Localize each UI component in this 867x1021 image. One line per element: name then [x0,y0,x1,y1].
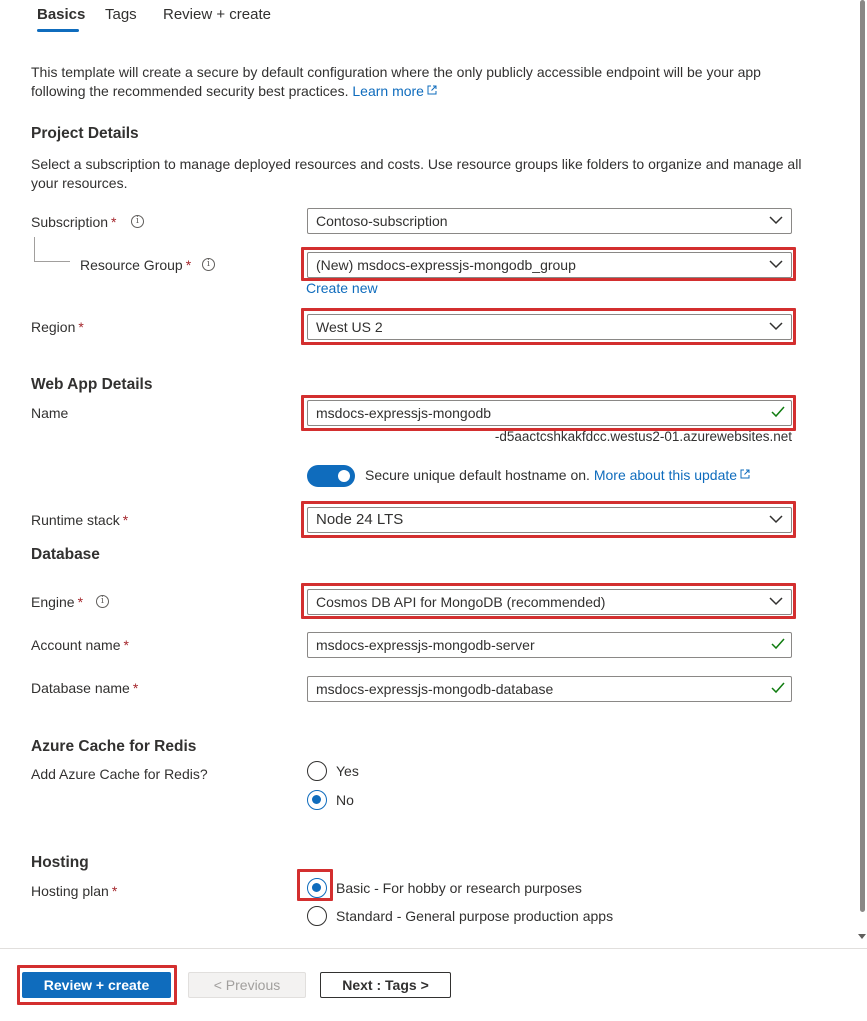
secure-hostname-text: Secure unique default hostname on. More about this update [365,467,750,483]
chevron-down-icon [769,215,783,225]
hosting-heading: Hosting [31,854,89,871]
tree-connector [34,237,70,262]
subscription-label: Subscription * [31,214,117,230]
project-details-heading: Project Details [31,125,139,142]
external-link-icon [427,85,437,95]
vertical-scrollbar[interactable] [857,0,867,948]
app-name-input[interactable]: msdocs-expressjs-mongodb [307,400,792,426]
review-create-button[interactable]: Review + create [22,972,171,998]
subscription-dropdown[interactable]: Contoso-subscription [307,208,792,234]
web-app-details-heading: Web App Details [31,376,153,393]
active-tab-indicator [37,29,79,32]
hosting-basic-label: Basic - For hobby or research purposes [336,880,582,896]
redis-heading: Azure Cache for Redis [31,738,197,755]
runtime-stack-dropdown[interactable]: Node 24 LTS [307,507,792,533]
chevron-down-icon [769,514,783,524]
chevron-down-icon [769,259,783,269]
info-icon[interactable]: i [96,595,109,608]
name-label: Name [31,405,69,421]
hosting-plan-label: Hosting plan * [31,883,118,899]
checkmark-icon [771,682,785,694]
chevron-down-icon [769,321,783,331]
engine-dropdown[interactable]: Cosmos DB API for MongoDB (recommended) [307,589,792,615]
account-name-input[interactable]: msdocs-expressjs-mongodb-server [307,632,792,658]
secure-hostname-toggle[interactable] [307,465,355,487]
create-new-link[interactable]: Create new [306,280,378,296]
checkmark-icon [771,406,785,418]
project-details-description: Select a subscription to manage deployed resources and costs. Use resource groups like folders to organize and manage all your resources. [31,156,802,191]
redis-yes-label: Yes [336,763,359,779]
checkmark-icon [771,638,785,650]
info-icon[interactable]: i [202,258,215,271]
next-tags-button[interactable]: Next : Tags > [320,972,451,998]
region-label: Region * [31,319,84,335]
account-name-label: Account name * [31,637,129,653]
info-icon[interactable]: i [131,215,144,228]
intro-text [31,63,811,101]
region-dropdown[interactable]: West US 2 [307,314,792,340]
engine-label: Engine * [31,594,84,610]
database-heading: Database [31,546,100,563]
more-about-update-link[interactable]: More about this update [594,467,750,483]
database-name-label: Database name * [31,680,139,696]
external-link-icon [740,469,750,479]
footer-divider [0,948,867,949]
redis-no-label: No [336,792,354,808]
learn-more-link[interactable]: Learn more [352,83,437,99]
runtime-stack-label: Runtime stack * [31,512,129,528]
resource-group-label: Resource Group * [80,257,192,273]
intro-description: This template will create a secure by default configuration where the only publicly accessible endpoint will be your app following the recommended security best practices. [31,64,761,99]
hosting-standard-label: Standard - General purpose production apps [336,908,614,924]
hosting-standard-radio[interactable] [307,906,327,926]
scroll-down-arrow-icon[interactable] [858,934,866,939]
redis-question: Add Azure Cache for Redis? [31,766,208,782]
tab-review-create[interactable]: Review + create [163,6,271,23]
chevron-down-icon [769,596,783,606]
hostname-suffix: -d5aactcshkakfdcc.westus2-01.azurewebsites.net [494,429,792,444]
hosting-basic-radio[interactable] [307,878,327,898]
database-name-input[interactable]: msdocs-expressjs-mongodb-database [307,676,792,702]
redis-yes-radio[interactable] [307,761,327,781]
previous-button[interactable]: < Previous [188,972,306,998]
tab-basics[interactable]: Basics [37,6,86,23]
tab-tags[interactable]: Tags [105,6,137,23]
scrollbar-thumb[interactable] [860,0,865,912]
resource-group-dropdown[interactable]: (New) msdocs-expressjs-mongodb_group [307,252,792,278]
redis-no-radio[interactable] [307,790,327,810]
